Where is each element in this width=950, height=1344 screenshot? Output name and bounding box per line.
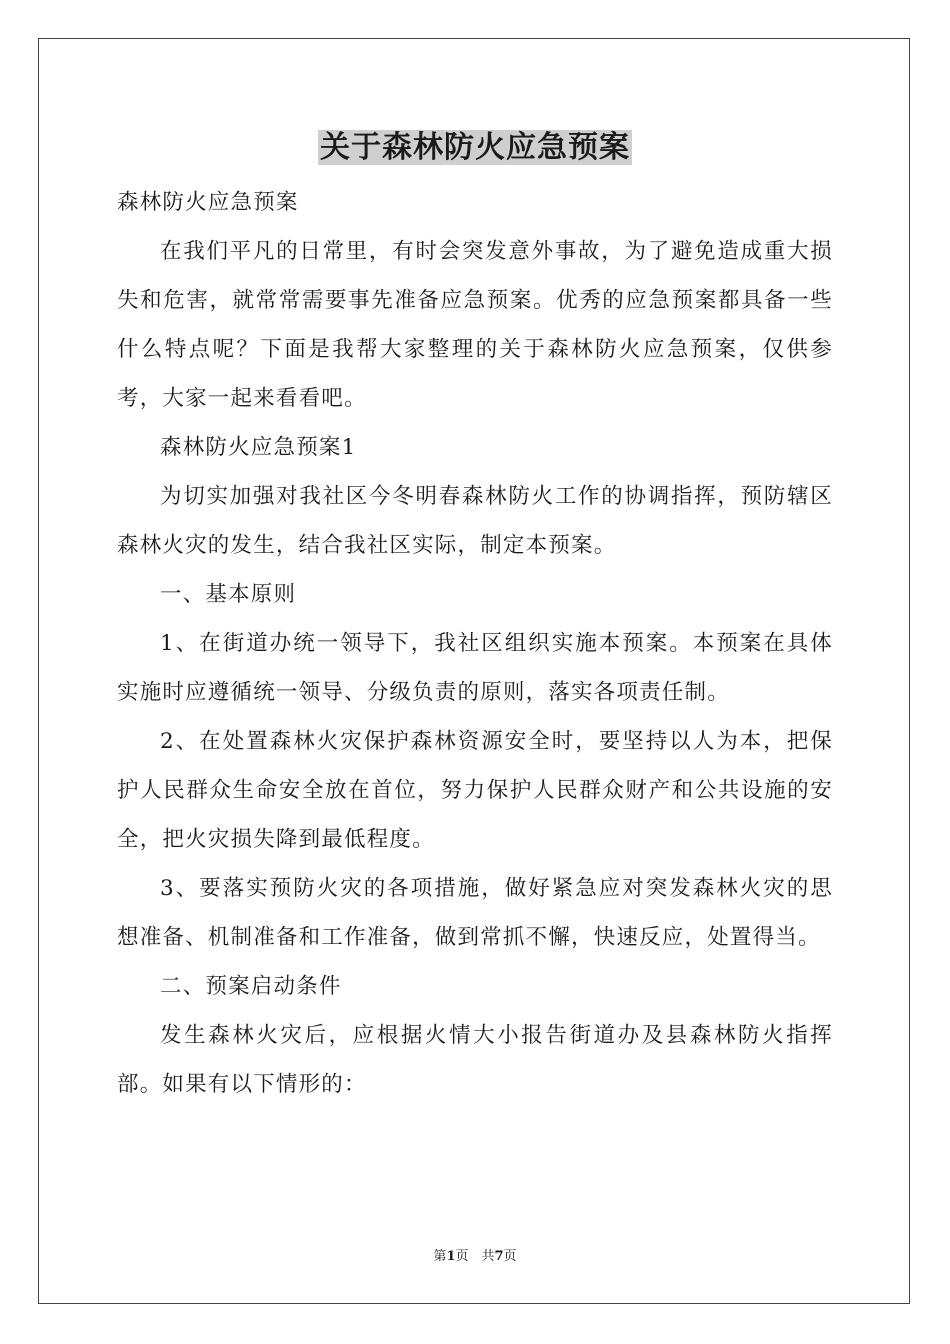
paragraph-principle-2: 2、在处置森林火灾保护森林资源安全时，要坚持以人为本，把保护人民群众生命安全放在首位，努力保护人民群众财产和公共设施的安全，把火灾损失降到最低程度。 xyxy=(117,729,833,852)
paragraph-heading-principles: 一、基本原则 xyxy=(160,582,297,607)
page-footer xyxy=(0,1247,950,1267)
paragraph-principle-3: 3、要落实预防火灾的各项措施，做好紧急应对突发森林火灾的思想准备、机制准备和工作准备，做到常抓不懈，快速反应，处置得当。 xyxy=(117,876,833,950)
footer-current-page: 1 xyxy=(446,1249,456,1264)
paragraph-heading-conditions: 二、预案启动条件 xyxy=(160,974,342,999)
paragraph-subtitle: 森林防火应急预案 xyxy=(117,190,299,215)
paragraph-purpose: 为切实加强对我社区今冬明春森林防火工作的协调指挥，预防辖区森林火灾的发生，结合我社区实际，制定本预案。 xyxy=(117,484,833,558)
document-title xyxy=(0,126,950,170)
footer-prefix: 第 xyxy=(433,1249,447,1264)
paragraph-section-heading: 森林防火应急预案1 xyxy=(160,435,357,460)
footer-total-pages: 7 xyxy=(494,1249,504,1264)
footer-suffix: 页 xyxy=(503,1249,517,1264)
paragraph-conditions: 发生森林火灾后，应根据火情大小报告街道办及县森林防火指挥部。如果有以下情形的： xyxy=(117,1023,833,1097)
footer-mid: 页 共 xyxy=(455,1249,495,1264)
paragraph-principle-1: 1、在街道办统一领导下，我社区组织实施本预案。本预案在具体实施时应遵循统一领导、分级负责的原则，落实各项责任制。 xyxy=(117,631,833,705)
document-body xyxy=(117,178,833,1109)
paragraph-intro: 在我们平凡的日常里，有时会突发意外事故，为了避免造成重大损失和危害，就常常需要事先准备应急预案。优秀的应急预案都具备一些什么特点呢？下面是我帮大家整理的关于森林防火应急预案，仅供参考，大家一起来看看吧。 xyxy=(117,239,833,411)
document-title-text: 关于森林防火应急预案 xyxy=(320,130,630,165)
